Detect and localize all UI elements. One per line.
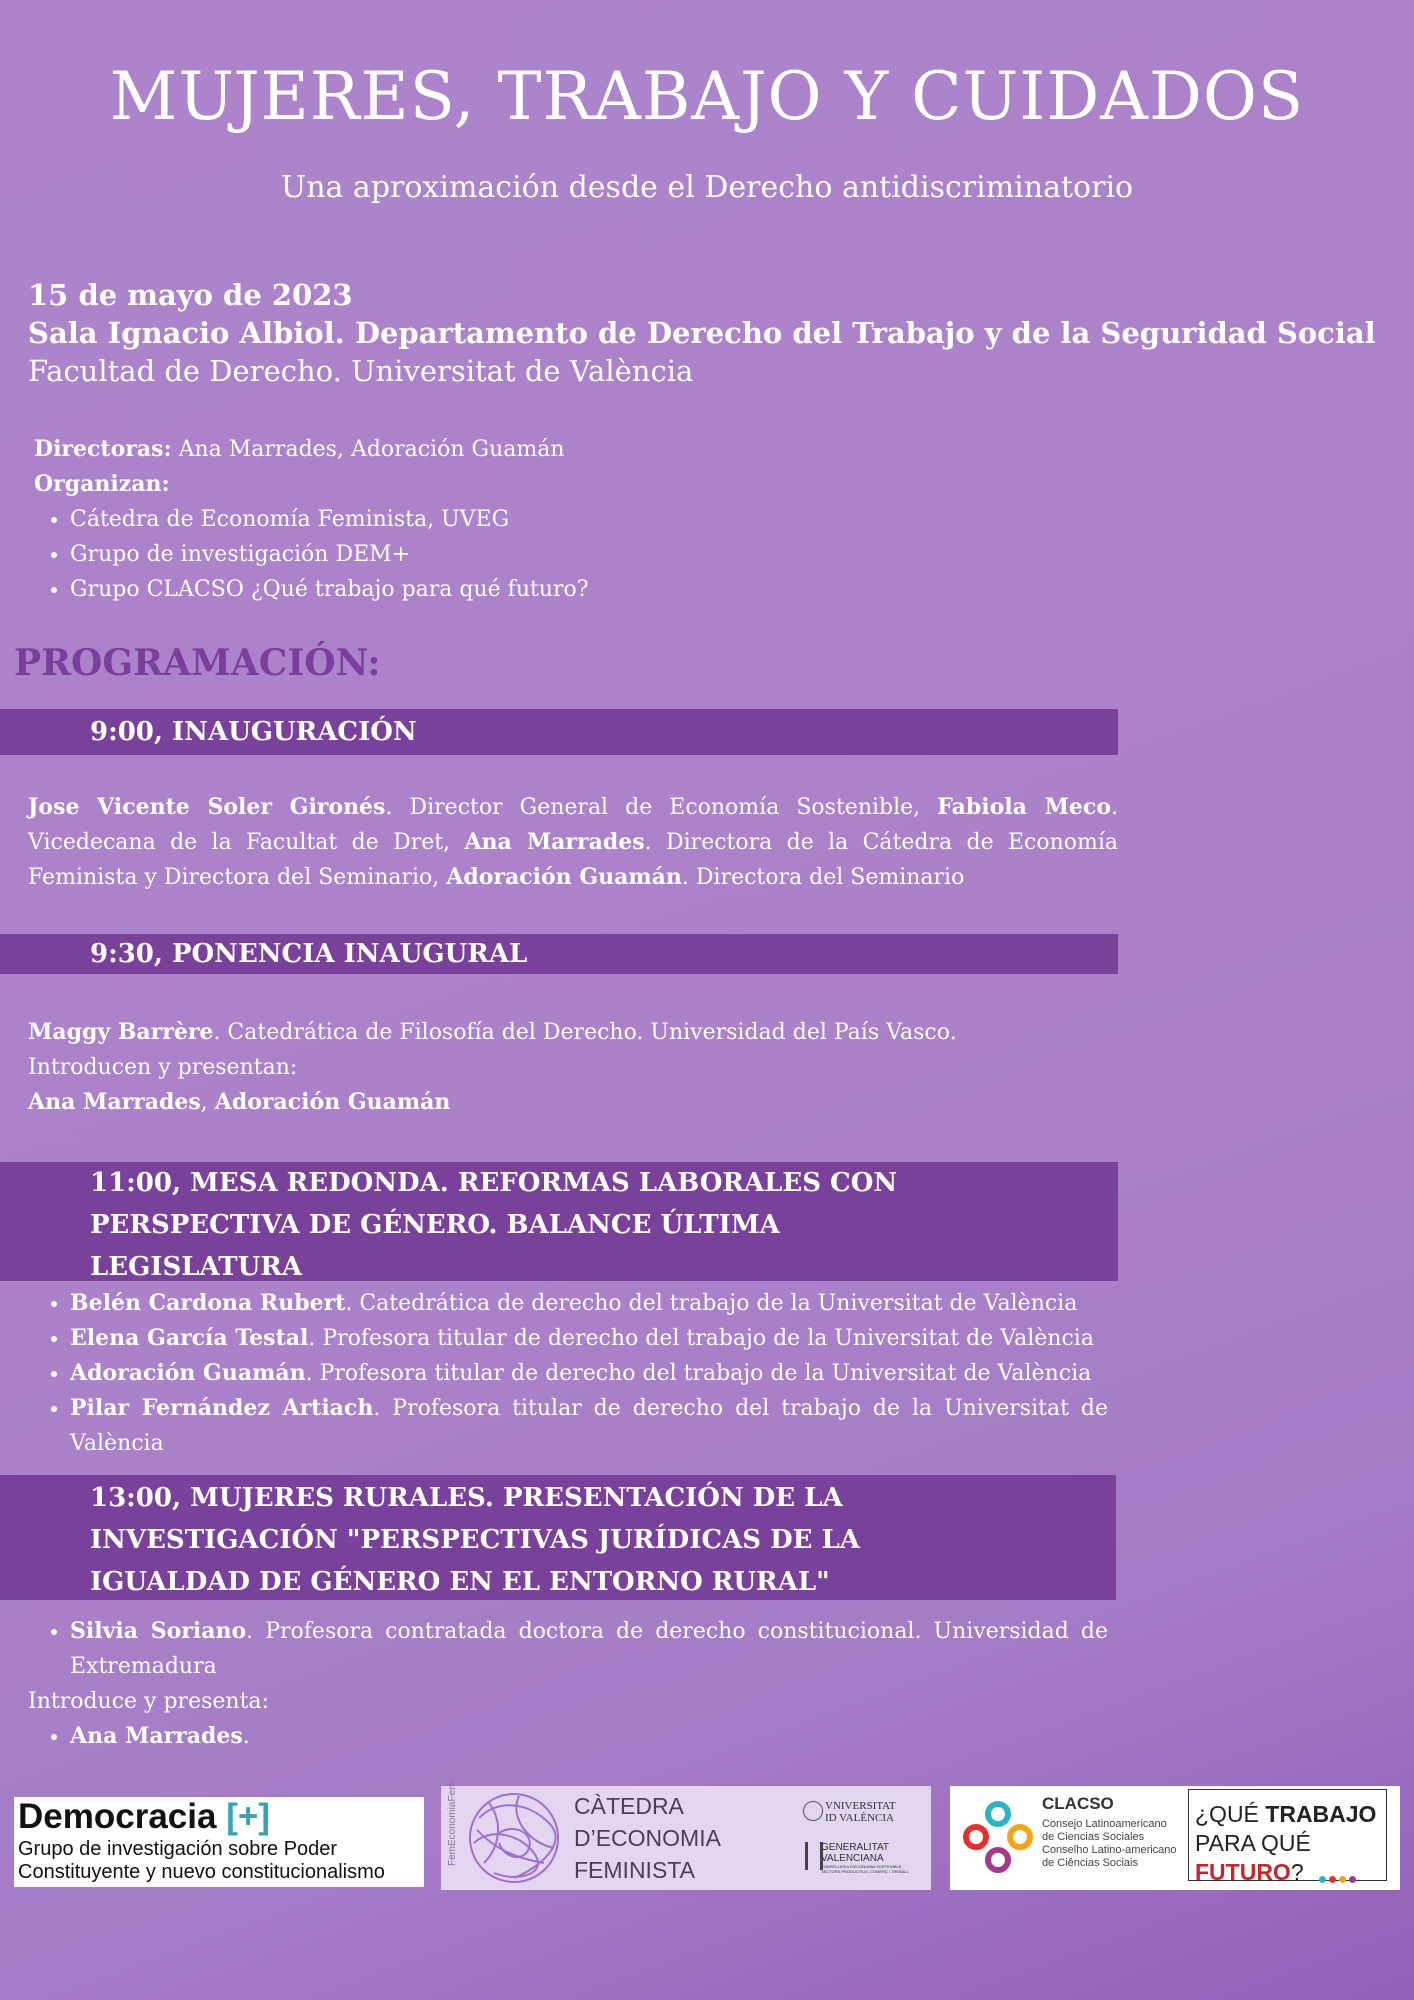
event-info	[28, 276, 1376, 390]
list-item	[70, 1286, 1108, 1321]
catedra-line: D’ECONOMIA	[574, 1825, 721, 1851]
organizers-block	[34, 432, 589, 607]
speaker-desc: . Vicedecana de la Facultat de Dret,	[28, 795, 1119, 855]
gva-emblem-icon	[805, 1842, 823, 1870]
clacso-line: Consejo Latinoamericano	[1042, 1818, 1167, 1830]
gva-line: VALENCIANA	[821, 1853, 884, 1864]
speaker-name: Maggy Barrère	[28, 1019, 214, 1045]
directors-names: Ana Marrades, Adoración Guamán	[178, 437, 565, 462]
presenters-line	[28, 1085, 1118, 1120]
session-heading: 9:30, PONENCIA INAUGURAL	[90, 939, 528, 969]
que-text: FUTURO	[1195, 1859, 1291, 1885]
speaker-desc: . Profesora titular de derecho del trabajo de la Universitat de València	[308, 1326, 1094, 1351]
speaker-name: Belén Cardona Rubert	[70, 1290, 346, 1316]
speaker-desc: . Catedrática de Filosofía del Derecho. Universidad del País Vasco.	[213, 1020, 957, 1045]
heading-line: 13:00, MUJERES RURALES. PRESENTACIÓN DE LA	[90, 1483, 843, 1513]
separator: ,	[200, 1090, 215, 1115]
heading-line: LEGISLATURA	[90, 1252, 303, 1282]
session-list	[28, 1614, 1109, 1754]
event-room: Sala Ignacio Albiol. Departamento de Derecho del Trabajo y de la Seguridad Social	[28, 316, 1376, 350]
session-heading-bar	[0, 1475, 1116, 1600]
plus-icon: [+]	[226, 1797, 270, 1836]
heading-line: PERSPECTIVA DE GÉNERO. BALANCE ÚLTIMA	[90, 1210, 780, 1240]
uv-seal-icon	[803, 1801, 823, 1821]
list-item: • Grupo CLACSO ¿Qué trabajo para qué futuro?	[70, 572, 589, 607]
speaker-name: Pilar Fernández Artiach	[70, 1395, 374, 1421]
directors-label: Directoras:	[34, 436, 172, 462]
democracia-line: Grupo de investigación sobre Poder	[18, 1838, 338, 1860]
list-item	[70, 1391, 1108, 1461]
gva-small: CONSELLERIA D'ECONOMIA SOSTENIBLE, SECTORS PRODUCTIUS, COMERÇ I TREBALL	[821, 1864, 909, 1874]
intro-label: Introduce y presenta:	[28, 1689, 269, 1714]
session-heading-bar	[0, 709, 1118, 755]
list-item: • Cátedra de Economía Feminista, UVEG	[70, 502, 589, 537]
speakers-list	[34, 1614, 1108, 1684]
speaker-desc: . Catedrática de derecho del trabajo de la Universitat de València	[345, 1291, 1078, 1316]
presenter-name: Ana Marrades	[70, 1723, 243, 1749]
session-heading-bar	[0, 1162, 1118, 1281]
democracia-line: Constituyente y nuevo constitucionalismo	[18, 1861, 385, 1883]
organize-label: Organizan:	[34, 471, 170, 497]
clacso-line: de Ciências Sociais	[1042, 1857, 1138, 1869]
page-title: MUJERES, TRABAJO Y CUIDADOS	[109, 58, 1305, 135]
speaker-desc: . Profesora titular de derecho del trabajo de la Universitat de València	[70, 1396, 1109, 1456]
list-item: • Grupo de investigación DEM+	[70, 537, 589, 572]
presenters-list	[34, 1719, 1108, 1754]
heading-line: INVESTIGACIÓN "PERSPECTIVAS JURÍDICAS DE LA	[90, 1525, 860, 1555]
catedra-emblem-icon	[459, 1788, 569, 1888]
speaker-name: Jose Vicente Soler Gironés	[28, 794, 386, 820]
page-subtitle: Una aproximación desde el Derecho antidiscriminatorio	[280, 170, 1134, 205]
heading-line: IGUALDAD DE GÉNERO EN EL ENTORNO RURAL"	[90, 1567, 830, 1597]
programme-heading: PROGRAMACIÓN:	[14, 642, 381, 684]
list-item	[70, 1614, 1108, 1684]
session-heading	[90, 1162, 897, 1288]
clacso-title: CLACSO	[1042, 1794, 1114, 1813]
presenter-end: .	[242, 1724, 250, 1749]
catedra-line: FEMINISTA	[574, 1857, 695, 1883]
directors-line	[34, 432, 589, 467]
organizers-list	[34, 502, 589, 607]
uv-line: ID VALÈNCIA	[825, 1812, 894, 1824]
uv-line: VNIVERSITAT	[825, 1800, 896, 1812]
panelists-list	[34, 1286, 1108, 1461]
speaker-desc: . Profesora contratada doctora de derecho constitucional. Universidad de Extremadura	[70, 1619, 1109, 1679]
presenter-name: Adoración Guamán	[214, 1089, 451, 1115]
que-line	[1195, 1800, 1386, 1829]
clacso-logo	[950, 1786, 1400, 1890]
speaker-line	[28, 1015, 1118, 1050]
event-date: 15 de mayo de 2023	[28, 278, 353, 312]
que-text: PARA QUÉ	[1195, 1830, 1311, 1856]
session-list	[34, 1286, 1108, 1461]
clacso-line: Conselho Latino-americano	[1042, 1844, 1177, 1856]
session-heading-bar	[0, 934, 1118, 974]
que-trabajo-box	[1188, 1789, 1387, 1885]
que-text: ?	[1290, 1859, 1304, 1885]
intro-label: Introducen y presentan:	[28, 1055, 298, 1080]
heading-line: 11:00, MESA REDONDA. REFORMAS LABORALES CON	[90, 1168, 898, 1198]
catedra-vertical-text: FemEconomiaFemi	[447, 1779, 458, 1866]
speaker-name: Fabiola Meco	[937, 794, 1112, 820]
speaker-desc: . Profesora titular de derecho del trabajo de la Universitat de València	[305, 1361, 1092, 1386]
speaker-desc: . Directora de la Cátedra de Economía Feminista y Directora del Seminario,	[28, 830, 1119, 890]
session-paragraph	[28, 790, 1118, 895]
speaker-name: Silvia Soriano	[70, 1618, 247, 1644]
presenter-name: Ana Marrades	[28, 1089, 201, 1115]
que-text: TRABAJO	[1265, 1801, 1377, 1827]
list-item	[70, 1719, 1108, 1754]
speaker-desc: . Directora del Seminario	[681, 865, 965, 890]
list-item	[70, 1321, 1108, 1356]
session-heading: 9:00, INAUGURACIÓN	[90, 717, 417, 747]
catedra-logo	[441, 1779, 931, 1890]
catedra-line: CÀTEDRA	[574, 1793, 684, 1819]
clacso-line: de Ciencias Sociales	[1042, 1831, 1145, 1843]
clacso-emblem-icon	[960, 1798, 1036, 1876]
session-heading	[90, 1477, 860, 1603]
session-paragraph	[28, 1015, 1118, 1120]
speaker-desc: . Director General de Economía Sostenible,	[385, 795, 938, 820]
speaker-name: Adoración Guamán	[70, 1360, 306, 1386]
gva-line: GENERALITAT	[821, 1842, 889, 1853]
democracia-logo	[14, 1797, 424, 1887]
list-item	[70, 1356, 1108, 1391]
dots-icon	[1319, 1870, 1356, 1888]
que-line	[1195, 1829, 1386, 1887]
event-faculty: Facultad de Derecho. Universitat de València	[28, 354, 694, 388]
speaker-name: Ana Marrades	[464, 829, 645, 855]
democracia-title: Democracia	[18, 1797, 217, 1836]
speaker-name: Adoración Guamán	[446, 864, 682, 890]
speaker-name: Elena García Testal	[70, 1325, 309, 1351]
que-text: ¿QUÉ	[1195, 1801, 1266, 1827]
